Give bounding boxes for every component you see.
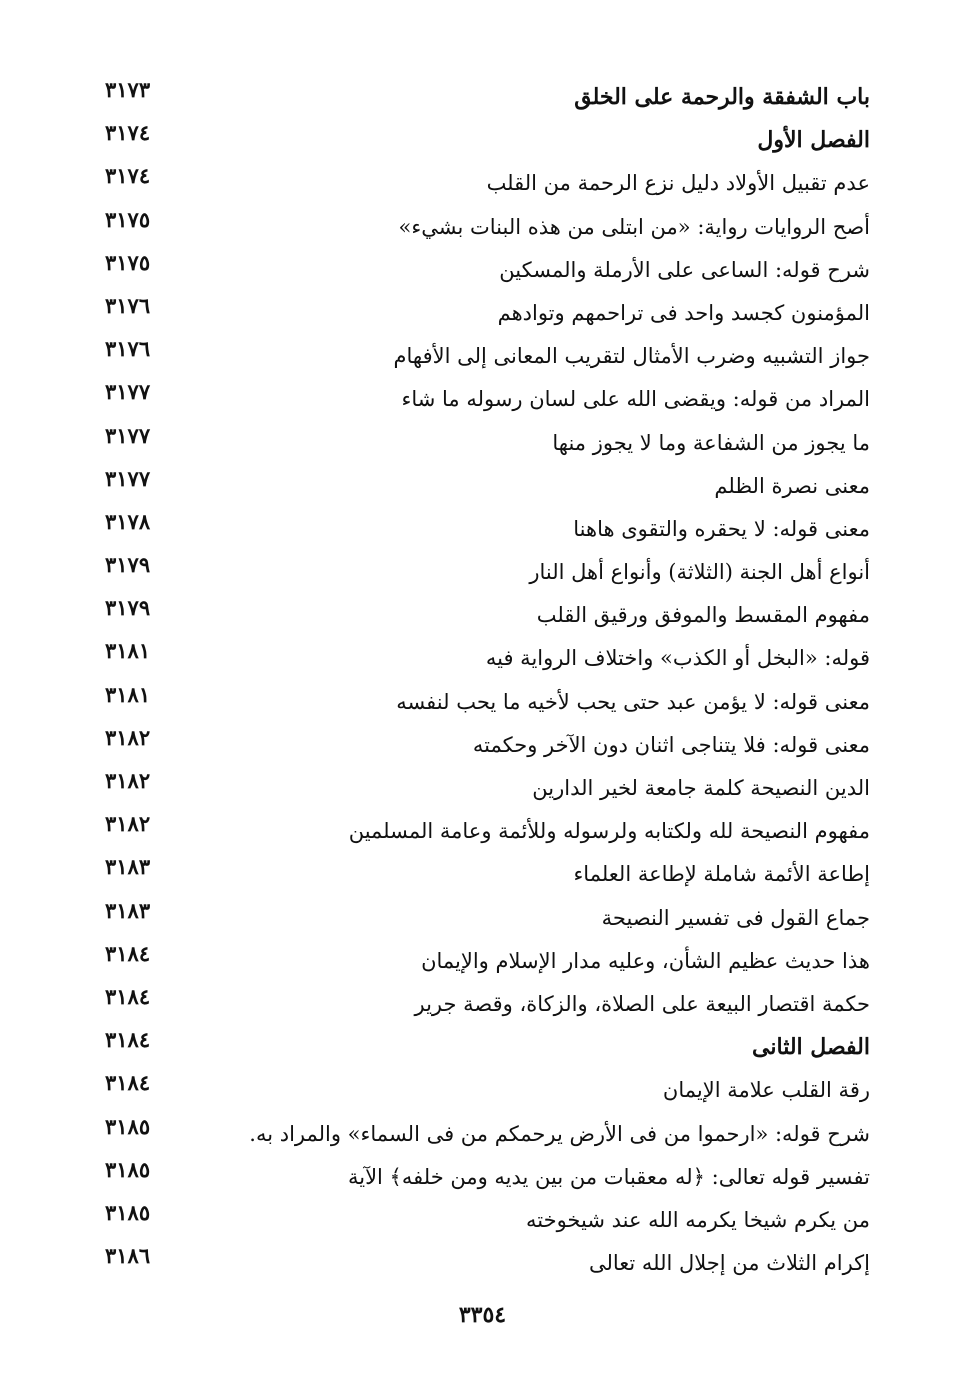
entry-title: الدين النصيحة كلمة جامعة لخير الدارين <box>532 776 870 800</box>
entry-title: شرح قوله: الساعى على الأرملة والمسكين <box>499 257 870 282</box>
section-heading: الفصل الأول <box>757 127 870 154</box>
entry-title: إكرام الثلاث من إجلال الله تعالى <box>588 1251 870 1276</box>
toc-entry <box>95 119 870 162</box>
entry-page-number: ٣١٧٤ <box>105 163 151 189</box>
entry-title: هذا حديث عظيم الشأن، وعليه مدار الإسلام والإيمان <box>421 948 870 973</box>
toc-entry <box>95 1242 870 1285</box>
entry-title: حكمة اقتصار البيعة على الصلاة، والزكاة، وقصة جرير <box>414 991 870 1016</box>
toc-entry <box>95 465 870 508</box>
toc-entry <box>95 724 870 767</box>
entry-title: مفهوم النصيحة لله ولكتابه ولرسوله وللأئمة وعامة المسلمين <box>348 819 870 844</box>
entry-title: جواز التشبيه وضرب الأمثال لتقريب المعانى إلى الأفهام <box>393 344 870 369</box>
toc-entry <box>95 206 870 249</box>
entry-page-number: ٣١٨٣ <box>105 897 151 923</box>
entry-title: أنواع أهل الجنة (الثلاثة) وأنواع أهل النار <box>529 560 870 585</box>
table-of-contents <box>95 76 870 1285</box>
entry-page-number: ٣١٨٤ <box>105 1070 151 1096</box>
entry-page-number: ٣١٨١ <box>105 638 151 664</box>
toc-entry <box>95 767 870 810</box>
entry-page-number: ٣١٧٩ <box>105 595 151 621</box>
entry-page-number: ٣١٨٦ <box>105 1243 151 1269</box>
entry-page-number: ٣١٧٤ <box>105 120 151 146</box>
page-number: ٣٣٥٤ <box>458 1302 507 1328</box>
entry-page-number: ٣١٧٧ <box>105 422 151 448</box>
entry-page-number: ٣١٨٥ <box>105 1199 151 1225</box>
entry-title: إطاعة الأئمة شاملة لإطاعة العلماء <box>573 862 870 887</box>
entry-title: معنى قوله: لا يحقره والتقوى هاهنا <box>573 516 870 541</box>
entry-page-number: ٣١٧٧ <box>105 379 151 405</box>
entry-page-number: ٣١٧٧ <box>105 465 151 491</box>
toc-entry <box>95 76 870 119</box>
entry-page-number: ٣١٨٥ <box>105 1113 151 1139</box>
entry-page-number: ٣١٧٥ <box>105 206 151 232</box>
entry-title: جماع القول فى تفسير النصيحة <box>601 905 870 930</box>
entry-page-number: ٣١٧٥ <box>105 249 151 275</box>
toc-entry <box>95 1199 870 1242</box>
toc-entry <box>95 508 870 551</box>
entry-page-number: ٣١٧٣ <box>105 77 151 102</box>
toc-entry <box>95 422 870 465</box>
entry-title: أصح الروايات رواية: «من ابتلى من هذه البنات بشيء» <box>398 214 870 239</box>
entry-page-number: ٣١٧٨ <box>105 508 151 534</box>
entry-title: مفهوم المقسط والموفق ورقيق القلب <box>536 603 870 628</box>
section-heading: باب الشفقة والرحمة على الخلق <box>574 84 870 110</box>
entry-title: قوله: «البخل أو الكذب» واختلاف الرواية فيه <box>485 646 870 671</box>
toc-entry <box>95 897 870 940</box>
toc-entry <box>95 162 870 205</box>
entry-title: ما يجوز من الشفاعة وما لا يجوز منها <box>552 430 870 455</box>
entry-page-number: ٣١٧٦ <box>105 292 151 318</box>
toc-entry <box>95 681 870 724</box>
entry-title: المراد من قوله: ويقضى الله على لسان رسوله ما شاء <box>401 387 870 412</box>
entry-page-number: ٣١٨١ <box>105 681 151 707</box>
entry-page-number: ٣١٨٤ <box>105 983 151 1009</box>
toc-entry <box>95 1026 870 1069</box>
entry-page-number: ٣١٨٢ <box>105 811 151 837</box>
toc-entry <box>95 594 870 637</box>
entry-page-number: ٣١٨٣ <box>105 854 151 880</box>
toc-entry <box>95 637 870 680</box>
entry-title: معنى قوله: لا يؤمن عبد حتى يحب لأخيه ما يحب لنفسه <box>396 689 870 714</box>
entry-page-number: ٣١٨٤ <box>105 1027 151 1053</box>
toc-entry <box>95 1069 870 1112</box>
entry-title: من يكرم شيخا يكرمه الله عند شيخوخته <box>526 1207 870 1232</box>
section-heading: الفصل الثانى <box>752 1034 870 1061</box>
toc-entry <box>95 249 870 292</box>
entry-title: المؤمنون كجسد واحد فى تراحمهم وتوادهم <box>497 300 870 325</box>
entry-title: شرح قوله: «ارحموا من فى الأرض يرحمكم من فى السماء» والمراد به. <box>249 1121 870 1146</box>
toc-entry <box>95 1156 870 1199</box>
entry-title: رقة القلب علامة الإيمان <box>662 1078 870 1103</box>
toc-entry <box>95 335 870 378</box>
entry-title: معنى قوله: فلا يتناجى اثنان دون الآخر وحكمته <box>472 732 870 757</box>
entry-title: معنى نصرة الظلم <box>714 473 870 498</box>
toc-entry <box>95 983 870 1026</box>
toc-entry <box>95 551 870 594</box>
toc-entry <box>95 1113 870 1156</box>
entry-page-number: ٣١٨٢ <box>105 724 151 750</box>
toc-entry <box>95 810 870 853</box>
entry-page-number: ٣١٧٩ <box>105 552 151 578</box>
entry-page-number: ٣١٧٦ <box>105 336 151 362</box>
toc-entry <box>95 940 870 983</box>
toc-entry <box>95 378 870 421</box>
entry-page-number: ٣١٨٤ <box>105 940 151 966</box>
toc-entry <box>95 292 870 335</box>
entry-page-number: ٣١٨٥ <box>105 1156 151 1182</box>
toc-entry <box>95 853 870 896</box>
entry-title: تفسير قوله تعالى: ﴿له معقبات من بين يديه ومن خلفه﴾ الآية <box>347 1164 870 1189</box>
entry-title: عدم تقبيل الأولاد دليل نزع الرحمة من القلب <box>486 171 870 196</box>
entry-page-number: ٣١٨٢ <box>105 768 151 793</box>
